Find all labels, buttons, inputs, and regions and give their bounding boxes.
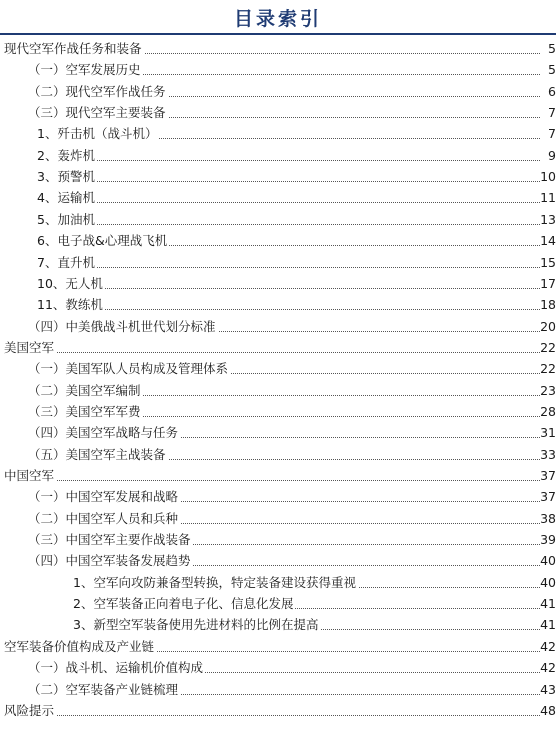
title-divider xyxy=(0,33,556,35)
toc-entry-label: 2、轰炸机 xyxy=(37,145,97,167)
toc-entry[interactable] xyxy=(0,358,556,380)
dot-leader xyxy=(4,352,540,353)
toc-entry-page: 42 xyxy=(540,657,556,679)
toc-entry-label: 3、预警机 xyxy=(37,166,97,188)
toc-entry[interactable] xyxy=(0,166,556,188)
toc-entry-page: 9 xyxy=(540,145,556,167)
toc-entry[interactable] xyxy=(0,529,556,551)
toc-entry-page: 7 xyxy=(540,102,556,124)
toc-entry[interactable] xyxy=(0,252,556,274)
toc-entry-label: （四）中美俄战斗机世代划分标准 xyxy=(28,316,218,338)
toc-entry-page: 18 xyxy=(540,294,556,316)
dot-leader xyxy=(4,480,540,481)
toc-entry-page: 39 xyxy=(540,529,556,551)
toc-entry[interactable] xyxy=(0,380,556,402)
dot-leader xyxy=(37,160,540,161)
toc-entry-page: 37 xyxy=(540,465,556,487)
toc-entry[interactable] xyxy=(0,486,556,508)
toc-entry-page: 48 xyxy=(540,700,556,722)
toc-entry-page: 40 xyxy=(540,572,556,594)
toc-entry-label: （二）空军装备产业链梳理 xyxy=(28,679,180,701)
toc-entry-label: 1、歼击机（战斗机） xyxy=(37,123,159,145)
toc-entry-label: （二）现代空军作战任务 xyxy=(28,81,168,103)
toc-entry-label: （一）战斗机、运输机价值构成 xyxy=(28,657,205,679)
toc-entry[interactable] xyxy=(0,700,556,722)
toc-entry-page: 43 xyxy=(540,679,556,701)
toc-entry-page: 13 xyxy=(540,209,556,231)
toc-entry[interactable] xyxy=(0,337,556,359)
toc-entry-label: （一）中国空军发展和战略 xyxy=(28,486,180,508)
toc-entry-label: （五）美国空军主战装备 xyxy=(28,444,168,466)
toc-entry[interactable] xyxy=(0,657,556,679)
toc-entry-label: 6、电子战&心理战飞机 xyxy=(37,230,169,252)
toc-entry-label: （三）美国空军军费 xyxy=(28,401,143,423)
toc-entry-page: 15 xyxy=(540,252,556,274)
toc-entry-label: 风险提示 xyxy=(4,700,56,722)
toc-entry-label: 美国空军 xyxy=(4,337,56,359)
dot-leader xyxy=(37,202,540,203)
toc-entry-label: 中国空军 xyxy=(4,465,56,487)
toc-entry-label: 3、新型空军装备使用先进材料的比例在提高 xyxy=(73,614,320,636)
toc-entry[interactable] xyxy=(0,593,556,615)
toc-entry[interactable] xyxy=(0,59,556,81)
toc-entry-label: 1、空军向攻防兼备型转换，特定装备建设获得重视 xyxy=(73,572,358,594)
dot-leader xyxy=(37,181,540,182)
toc-entry-page: 20 xyxy=(540,316,556,338)
toc-entry-label: （二）美国空军编制 xyxy=(28,380,143,402)
toc-entry-label: （二）中国空军人员和兵种 xyxy=(28,508,180,530)
toc-entry-page: 11 xyxy=(540,187,556,209)
toc-entry-label: 7、直升机 xyxy=(37,252,97,274)
toc-entry-label: （三）中国空军主要作战装备 xyxy=(28,529,193,551)
page-title: 目录索引 xyxy=(233,8,322,30)
toc-entry[interactable] xyxy=(0,679,556,701)
toc-entry-page: 5 xyxy=(540,38,556,60)
toc-entry-label: 5、加油机 xyxy=(37,209,97,231)
toc-entry[interactable] xyxy=(0,636,556,658)
toc-entry-page: 41 xyxy=(540,593,556,615)
toc-entry-page: 22 xyxy=(540,358,556,380)
toc-entry-page: 6 xyxy=(540,81,556,103)
toc-entry-page: 40 xyxy=(540,550,556,572)
toc-entry[interactable] xyxy=(0,273,556,295)
toc-entry[interactable] xyxy=(0,316,556,338)
toc-entry[interactable] xyxy=(0,145,556,167)
toc-entry[interactable] xyxy=(0,422,556,444)
toc-entry-page: 28 xyxy=(540,401,556,423)
toc-entry-label: 10、无人机 xyxy=(37,273,105,295)
toc-entry-page: 10 xyxy=(540,166,556,188)
toc-entry[interactable] xyxy=(0,614,556,636)
dot-leader xyxy=(4,715,540,716)
toc-entry[interactable] xyxy=(0,465,556,487)
toc-entry-label: 11、教练机 xyxy=(37,294,105,316)
toc-entry[interactable] xyxy=(0,572,556,594)
toc-entry[interactable] xyxy=(0,187,556,209)
toc-entry[interactable] xyxy=(0,81,556,103)
toc-entry[interactable] xyxy=(0,230,556,252)
dot-leader xyxy=(37,288,540,289)
toc-entry-page: 5 xyxy=(540,59,556,81)
toc-entry[interactable] xyxy=(0,294,556,316)
toc-entry[interactable] xyxy=(0,102,556,124)
toc-entry-page: 17 xyxy=(540,273,556,295)
toc-entry[interactable] xyxy=(0,38,556,60)
toc-entry-page: 37 xyxy=(540,486,556,508)
toc-entry[interactable] xyxy=(0,550,556,572)
toc-entry-label: 现代空军作战任务和装备 xyxy=(4,38,144,60)
toc-entry-label: 4、运输机 xyxy=(37,187,97,209)
toc-entry-label: 2、空军装备正向着电子化、信息化发展 xyxy=(73,593,295,615)
toc-entry-page: 22 xyxy=(540,337,556,359)
toc-entry-page: 23 xyxy=(540,380,556,402)
toc-entry-page: 14 xyxy=(540,230,556,252)
toc-entry-label: （四）美国空军战略与任务 xyxy=(28,422,180,444)
toc-entry[interactable] xyxy=(0,123,556,145)
toc-entry[interactable] xyxy=(0,444,556,466)
toc-entry-page: 41 xyxy=(540,614,556,636)
toc-entry-page: 7 xyxy=(540,123,556,145)
toc-entry-label: （一）美国军队人员构成及管理体系 xyxy=(28,358,230,380)
toc-entry-label: （四）中国空军装备发展趋势 xyxy=(28,550,193,572)
toc-entry-label: （三）现代空军主要装备 xyxy=(28,102,168,124)
toc-entry-label: 空军装备价值构成及产业链 xyxy=(4,636,156,658)
dot-leader xyxy=(37,224,540,225)
toc-entry-page: 38 xyxy=(540,508,556,530)
toc-entry-label: （一）空军发展历史 xyxy=(28,59,143,81)
toc-entry[interactable] xyxy=(0,209,556,231)
dot-leader xyxy=(37,309,540,310)
toc-entry-page: 42 xyxy=(540,636,556,658)
toc-entry-page: 33 xyxy=(540,444,556,466)
toc-entry-page: 31 xyxy=(540,422,556,444)
toc-entry[interactable] xyxy=(0,401,556,423)
toc-entry[interactable] xyxy=(0,508,556,530)
dot-leader xyxy=(37,267,540,268)
